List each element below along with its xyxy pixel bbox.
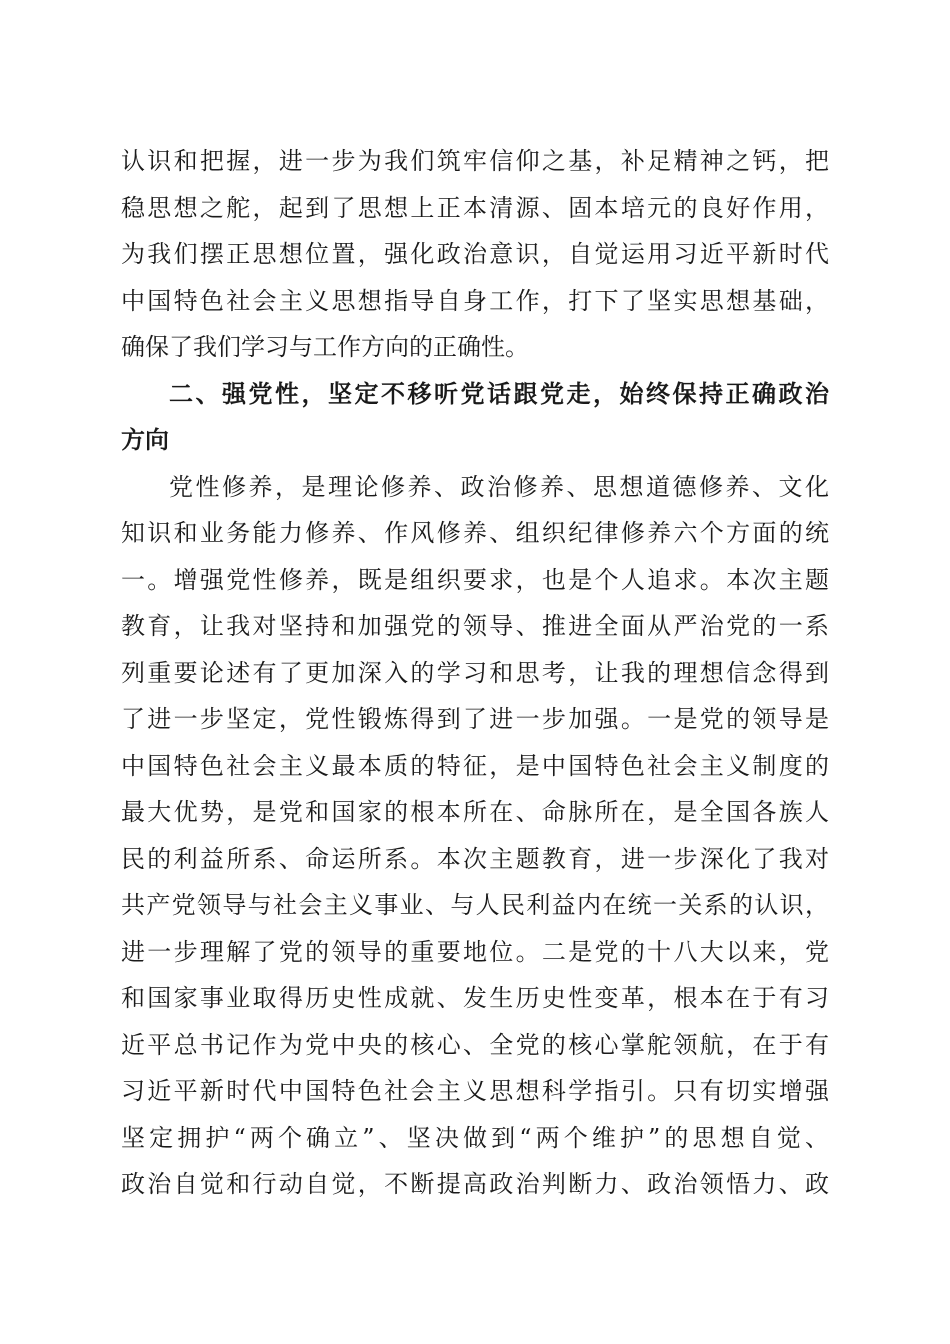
text-line: 和国家事业取得历史性成就、发生历史性变革，根本在于有习 [121, 984, 829, 1012]
text-line: 知识和业务能力修养、作风修养、组织纪律修养六个方面的统 [121, 519, 829, 547]
text-line: 中国特色社会主义最本质的特征，是中国特色社会主义制度的 [121, 751, 829, 780]
text-line: 进一步理解了党的领导的重要地位。二是党的十八大以来，党 [121, 937, 829, 966]
text-line: 为我们摆正思想位置，强化政治意识，自觉运用习近平新时代 [121, 240, 829, 268]
text-line: 习近平新时代中国特色社会主义思想科学指引。只有切实增强 [121, 1077, 829, 1105]
text-line: 认识和把握，进一步为我们筑牢信仰之基，补足精神之钙，把 [121, 147, 829, 175]
text-line: 共产党领导与社会主义事业、与人民利益内在统一关系的认识， [121, 891, 829, 919]
section-heading [121, 371, 829, 464]
body-paragraph [121, 464, 829, 1208]
text-line: 确保了我们学习与工作方向的正确性。 [121, 333, 529, 361]
text-line: 列重要论述有了更加深入的学习和思考，让我的理想信念得到 [121, 658, 829, 687]
body-paragraph [121, 138, 829, 371]
text-line: 最大优势，是党和国家的根本所在、命脉所在，是全国各族人 [121, 798, 829, 826]
text-line: 稳思想之舵，起到了思想上正本清源、固本培元的良好作用， [121, 193, 829, 222]
text-line: 党性修养，是理论修养、政治修养、思想道德修养、文化 [169, 472, 829, 501]
text-line: 教育，让我对坚持和加强党的领导、推进全面从严治党的一系 [121, 612, 829, 640]
text-line: 中国特色社会主义思想指导自身工作，打下了坚实思想基础， [121, 286, 829, 315]
text-line: 坚定拥护“两个确立”、坚决做到“两个维护”的思想自觉、 [121, 1123, 829, 1152]
text-line: 近平总书记作为党中央的核心、全党的核心掌舵领航，在于有 [121, 1030, 829, 1059]
text-line: 政治自觉和行动自觉，不断提高政治判断力、政治领悟力、政 [121, 1170, 829, 1198]
text-line: 民的利益所系、命运所系。本次主题教育，进一步深化了我对 [121, 844, 829, 873]
heading-line: 二、强党性，坚定不移听党话跟党走，始终保持正确政治 [169, 379, 829, 408]
text-line: 了进一步坚定，党性锻炼得到了进一步加强。一是党的领导是 [121, 705, 829, 733]
document-body [121, 138, 829, 1208]
text-line: 一。增强党性修养，既是组织要求，也是个人追求。本次主题 [121, 565, 829, 594]
heading-line: 方向 [121, 426, 169, 454]
